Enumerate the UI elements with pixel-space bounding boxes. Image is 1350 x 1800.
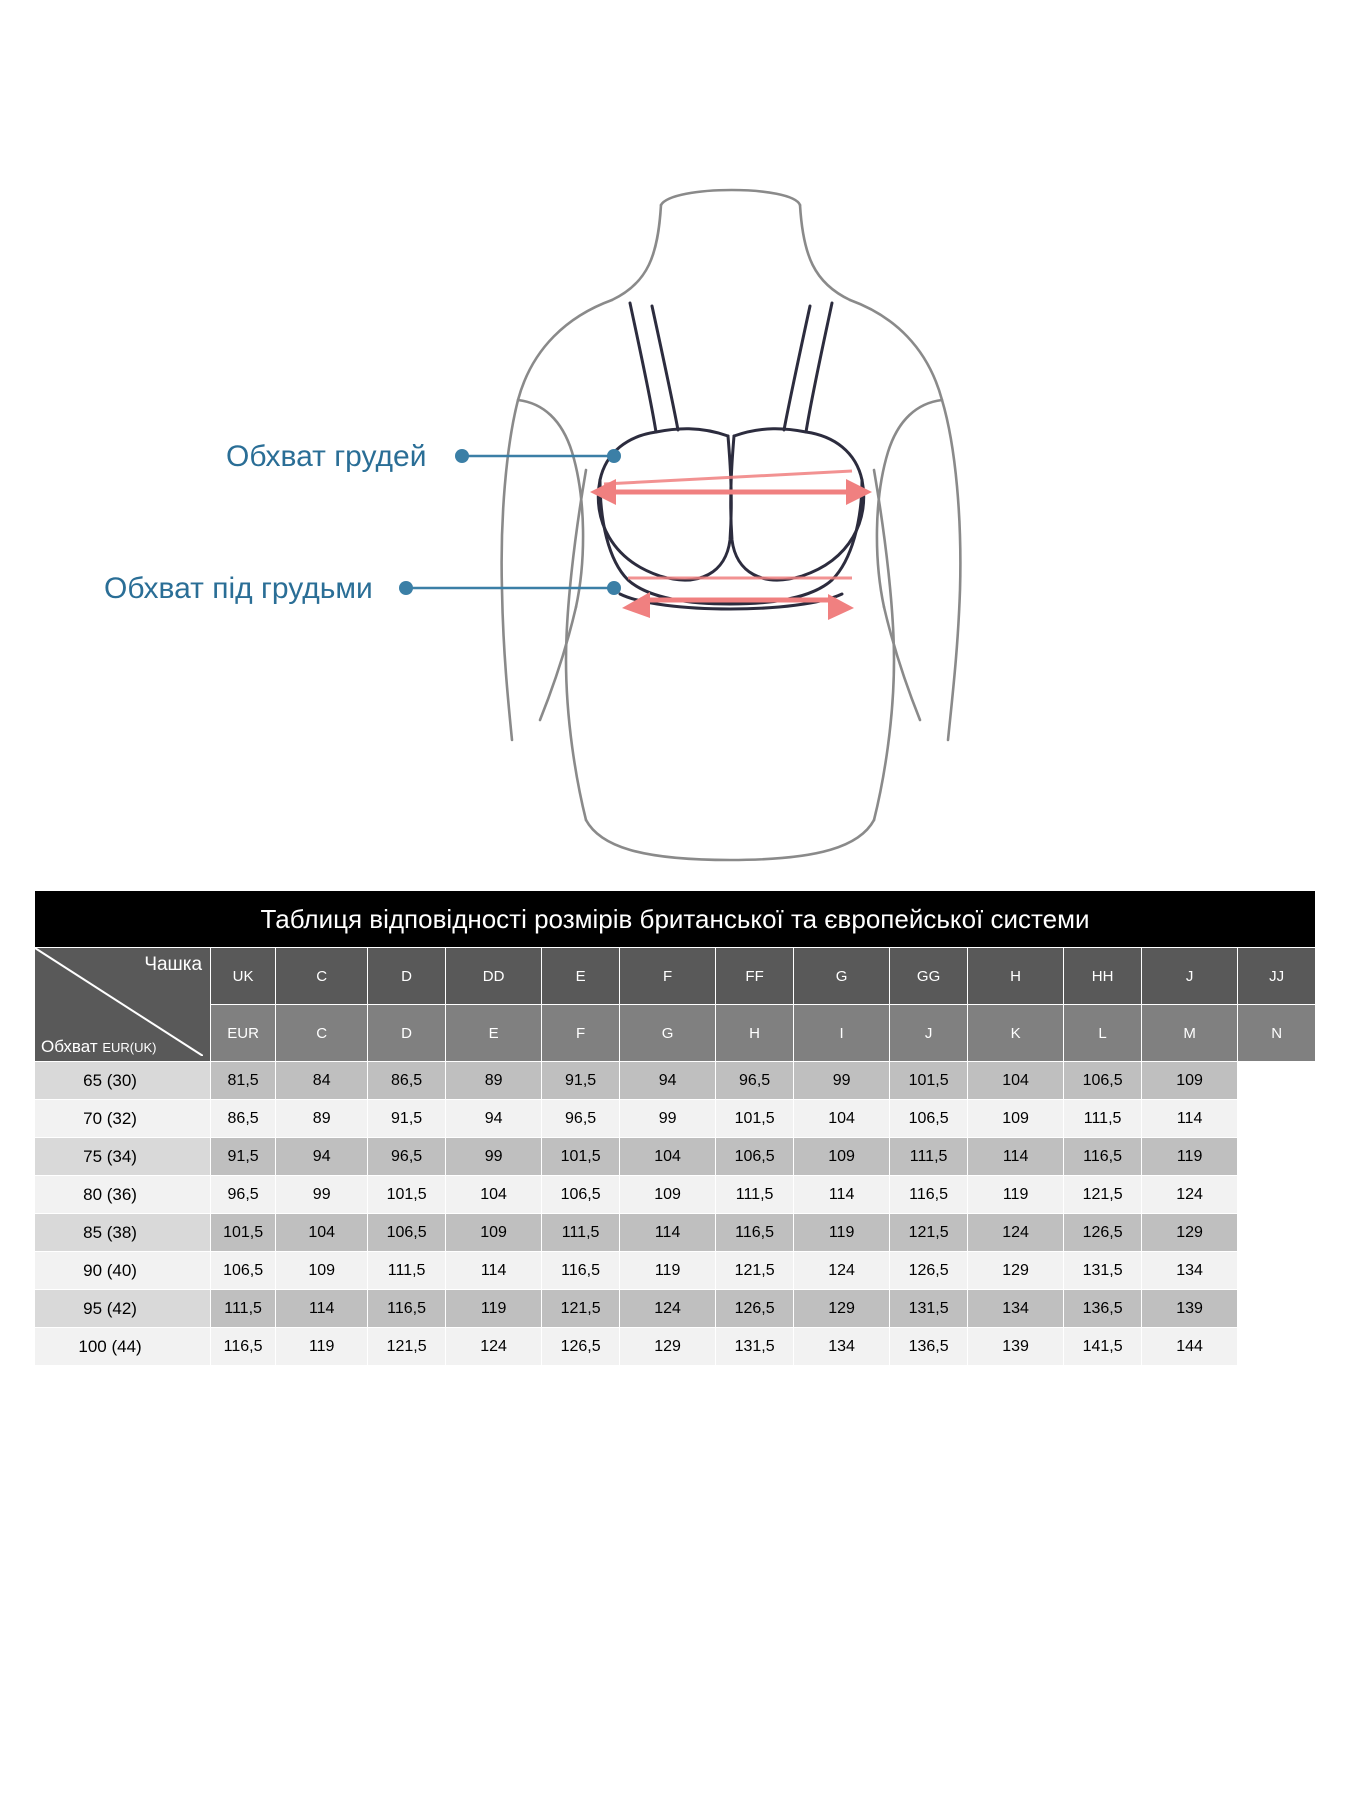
cell-0-3: 89	[445, 1062, 541, 1100]
header-cup-eur-7: J	[890, 1005, 968, 1062]
cell-7-2: 121,5	[368, 1328, 446, 1366]
cell-0-6: 96,5	[716, 1062, 794, 1100]
header-cup-eur-1: D	[368, 1005, 446, 1062]
table-row	[35, 1214, 1316, 1252]
table-row	[35, 1328, 1316, 1366]
cell-5-7: 124	[793, 1252, 889, 1290]
cell-1-9: 109	[967, 1100, 1063, 1138]
header-cup-eur-9: L	[1064, 1005, 1142, 1062]
cell-7-0: 116,5	[211, 1328, 276, 1366]
cell-2-3: 99	[445, 1138, 541, 1176]
cell-0-8: 101,5	[890, 1062, 968, 1100]
header-cup-uk-3: E	[542, 948, 620, 1005]
cell-5-1: 109	[276, 1252, 368, 1290]
cell-1-5: 99	[619, 1100, 715, 1138]
row-label-6: 95 (42)	[35, 1290, 211, 1328]
cell-1-6: 101,5	[716, 1100, 794, 1138]
header-cup-uk-7: GG	[890, 948, 968, 1005]
bust-leader-line	[455, 449, 621, 463]
cell-4-9: 124	[967, 1214, 1063, 1252]
cell-3-11: 124	[1141, 1176, 1237, 1214]
underbust-leader-line	[399, 581, 621, 595]
cell-2-7: 109	[793, 1138, 889, 1176]
cell-5-9: 129	[967, 1252, 1063, 1290]
header-cup-uk-5: FF	[716, 948, 794, 1005]
row-label-0: 65 (30)	[35, 1062, 211, 1100]
cell-7-8: 136,5	[890, 1328, 968, 1366]
cell-1-4: 96,5	[542, 1100, 620, 1138]
header-cup-uk-11: JJ	[1238, 948, 1316, 1005]
header-cup-eur-6: I	[793, 1005, 889, 1062]
cell-1-2: 91,5	[368, 1100, 446, 1138]
header-cup-uk-0: C	[276, 948, 368, 1005]
cell-3-8: 116,5	[890, 1176, 968, 1214]
cell-5-0: 106,5	[211, 1252, 276, 1290]
cell-4-2: 106,5	[368, 1214, 446, 1252]
cell-2-8: 111,5	[890, 1138, 968, 1176]
header-cup-eur-5: H	[716, 1005, 794, 1062]
cell-6-8: 131,5	[890, 1290, 968, 1328]
cell-5-2: 111,5	[368, 1252, 446, 1290]
cell-1-11: 114	[1141, 1100, 1237, 1138]
cell-6-0: 111,5	[211, 1290, 276, 1328]
cell-4-6: 116,5	[716, 1214, 794, 1252]
cell-2-6: 106,5	[716, 1138, 794, 1176]
cell-5-4: 116,5	[542, 1252, 620, 1290]
header-cup-uk-6: G	[793, 948, 889, 1005]
measurement-illustration	[0, 0, 1350, 880]
cell-4-10: 126,5	[1064, 1214, 1142, 1252]
cell-7-10: 141,5	[1064, 1328, 1142, 1366]
cell-2-11: 119	[1141, 1138, 1237, 1176]
header-cup-uk-1: D	[368, 948, 446, 1005]
bust-label: Обхват грудей	[226, 440, 427, 473]
cell-5-11: 134	[1141, 1252, 1237, 1290]
cell-7-7: 134	[793, 1328, 889, 1366]
row-label-3: 80 (36)	[35, 1176, 211, 1214]
cell-1-7: 104	[793, 1100, 889, 1138]
header-system-eur: EUR	[211, 1005, 276, 1062]
cell-4-3: 109	[445, 1214, 541, 1252]
header-cup-eur-10: M	[1141, 1005, 1237, 1062]
row-label-5: 90 (40)	[35, 1252, 211, 1290]
size-conversion-table	[34, 890, 1316, 1366]
cell-3-9: 119	[967, 1176, 1063, 1214]
cell-4-11: 129	[1141, 1214, 1237, 1252]
cell-7-1: 119	[276, 1328, 368, 1366]
table-title-row	[35, 891, 1316, 948]
cell-4-1: 104	[276, 1214, 368, 1252]
cell-0-1: 84	[276, 1062, 368, 1100]
cell-4-4: 111,5	[542, 1214, 620, 1252]
cell-2-0: 91,5	[211, 1138, 276, 1176]
cell-2-1: 94	[276, 1138, 368, 1176]
corner-cup-label: Чашка	[144, 954, 203, 975]
cell-6-11: 139	[1141, 1290, 1237, 1328]
table-row	[35, 1290, 1316, 1328]
corner-bust-label	[41, 1037, 157, 1057]
table-row	[35, 1062, 1316, 1100]
cell-6-10: 136,5	[1064, 1290, 1142, 1328]
cell-1-3: 94	[445, 1100, 541, 1138]
cell-5-6: 121,5	[716, 1252, 794, 1290]
corner-bust-system: EUR(UK)	[102, 1040, 157, 1055]
cell-0-5: 94	[619, 1062, 715, 1100]
cell-5-10: 131,5	[1064, 1252, 1142, 1290]
header-cup-eur-0: C	[276, 1005, 368, 1062]
row-label-7: 100 (44)	[35, 1328, 211, 1366]
table-row	[35, 1176, 1316, 1214]
cell-6-7: 129	[793, 1290, 889, 1328]
header-row-eur	[35, 1005, 1316, 1062]
header-cup-eur-11: N	[1238, 1005, 1316, 1062]
cell-6-3: 119	[445, 1290, 541, 1328]
cell-0-4: 91,5	[542, 1062, 620, 1100]
cell-7-4: 126,5	[542, 1328, 620, 1366]
cell-5-8: 126,5	[890, 1252, 968, 1290]
torso-diagram	[0, 0, 1350, 880]
cell-4-0: 101,5	[211, 1214, 276, 1252]
cell-3-10: 121,5	[1064, 1176, 1142, 1214]
cell-4-7: 119	[793, 1214, 889, 1252]
header-cup-eur-2: E	[445, 1005, 541, 1062]
cell-6-9: 134	[967, 1290, 1063, 1328]
cell-7-11: 144	[1141, 1328, 1237, 1366]
corner-header	[35, 948, 211, 1062]
size-conversion-table-container	[34, 890, 1316, 1366]
header-cup-uk-10: J	[1141, 948, 1237, 1005]
header-cup-eur-8: K	[967, 1005, 1063, 1062]
header-cup-eur-4: G	[619, 1005, 715, 1062]
cell-3-2: 101,5	[368, 1176, 446, 1214]
cell-0-7: 99	[793, 1062, 889, 1100]
bra-outline-icon	[598, 303, 863, 609]
header-cup-uk-4: F	[619, 948, 715, 1005]
cell-7-5: 129	[619, 1328, 715, 1366]
cell-1-1: 89	[276, 1100, 368, 1138]
cell-1-8: 106,5	[890, 1100, 968, 1138]
cell-5-3: 114	[445, 1252, 541, 1290]
cell-3-7: 114	[793, 1176, 889, 1214]
cell-2-10: 116,5	[1064, 1138, 1142, 1176]
row-label-4: 85 (38)	[35, 1214, 211, 1252]
cell-3-3: 104	[445, 1176, 541, 1214]
cell-3-1: 99	[276, 1176, 368, 1214]
corner-bust-text: Обхват	[41, 1037, 98, 1056]
header-cup-eur-3: F	[542, 1005, 620, 1062]
cell-6-2: 116,5	[368, 1290, 446, 1328]
cell-3-4: 106,5	[542, 1176, 620, 1214]
cell-1-10: 111,5	[1064, 1100, 1142, 1138]
header-cup-uk-8: H	[967, 948, 1063, 1005]
cell-3-6: 111,5	[716, 1176, 794, 1214]
cell-0-10: 106,5	[1064, 1062, 1142, 1100]
underbust-measure-arrow-icon	[622, 578, 854, 620]
cell-1-0: 86,5	[211, 1100, 276, 1138]
underbust-label: Обхват під грудьми	[104, 572, 373, 605]
cell-0-2: 86,5	[368, 1062, 446, 1100]
cell-0-11: 109	[1141, 1062, 1237, 1100]
cell-7-9: 139	[967, 1328, 1063, 1366]
table-row	[35, 1138, 1316, 1176]
cell-0-9: 104	[967, 1062, 1063, 1100]
cell-6-1: 114	[276, 1290, 368, 1328]
table-row	[35, 1252, 1316, 1290]
cell-6-4: 121,5	[542, 1290, 620, 1328]
cell-3-5: 109	[619, 1176, 715, 1214]
cell-2-4: 101,5	[542, 1138, 620, 1176]
cell-7-3: 124	[445, 1328, 541, 1366]
cell-2-2: 96,5	[368, 1138, 446, 1176]
cell-0-0: 81,5	[211, 1062, 276, 1100]
cell-2-9: 114	[967, 1138, 1063, 1176]
header-cup-uk-2: DD	[445, 948, 541, 1005]
cell-6-6: 126,5	[716, 1290, 794, 1328]
row-label-2: 75 (34)	[35, 1138, 211, 1176]
cell-3-0: 96,5	[211, 1176, 276, 1214]
cell-6-5: 124	[619, 1290, 715, 1328]
header-cup-uk-9: HH	[1064, 948, 1142, 1005]
table-row	[35, 1100, 1316, 1138]
table-title: Таблиця відповідності розмірів британської та європейської системи	[35, 891, 1316, 948]
cell-7-6: 131,5	[716, 1328, 794, 1366]
cell-5-5: 119	[619, 1252, 715, 1290]
cell-2-5: 104	[619, 1138, 715, 1176]
header-system-uk: UK	[211, 948, 276, 1005]
header-row-uk	[35, 948, 1316, 1005]
cell-4-5: 114	[619, 1214, 715, 1252]
row-label-1: 70 (32)	[35, 1100, 211, 1138]
cell-4-8: 121,5	[890, 1214, 968, 1252]
